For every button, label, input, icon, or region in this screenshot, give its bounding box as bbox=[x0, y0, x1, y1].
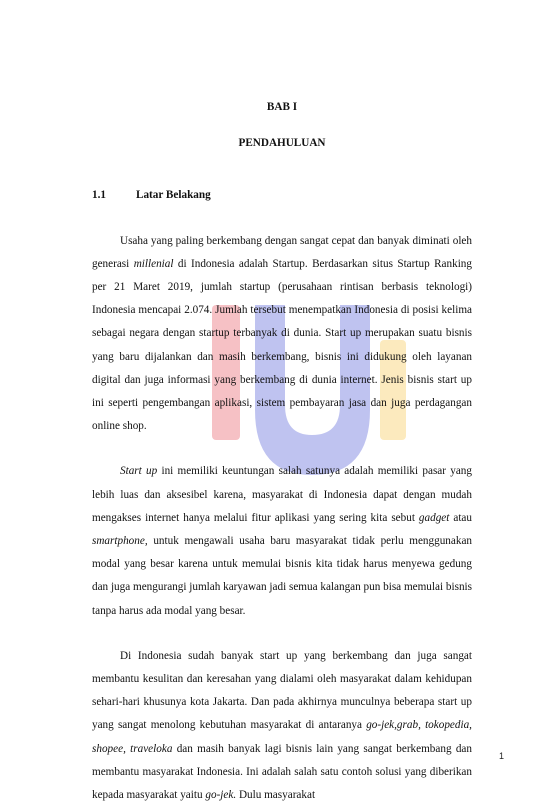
section-heading bbox=[92, 184, 472, 207]
paragraph-2-italic-smartphone: smartphone, bbox=[92, 535, 148, 548]
paragraph-3-italic-startups: go-jek,grab, tokopedia, shopee, traveloka bbox=[92, 719, 472, 755]
paragraph-1-text: Usaha yang paling berkembang dengan sangat cepat dan banyak diminati oleh generasi bbox=[92, 234, 472, 270]
chapter-title: PENDAHULUAN bbox=[238, 137, 326, 150]
paragraph-2-text-or: atau bbox=[449, 511, 472, 524]
paragraph-3-text: Di Indonesia sudah banyak start up yang berkembang dan juga sangat membantu kesulitan dan keresahan yang dialami oleh masyarakat dalam kehidupan sehari-hari khusunya kota Jakarta. Dan pada akhirnya munculnya beberapa start up yang sangat menolong kebutuhan masyarakat di antaranya bbox=[92, 649, 472, 732]
paragraph-2 bbox=[92, 460, 472, 622]
paragraph-2-italic-gadget: gadget bbox=[418, 511, 450, 524]
paragraph-3-italic-gojek: go-jek. bbox=[205, 789, 237, 802]
paragraph-2-italic-term: Start up bbox=[120, 465, 158, 478]
paragraph-1 bbox=[92, 230, 472, 439]
section-number: 1.1 bbox=[92, 189, 106, 202]
document-body bbox=[92, 96, 472, 807]
paragraph-2-text-cont: untuk mengawali usaha baru masyarakat tidak perlu menggunakan modal yang besar karena untuk memulai bisnis kita tidak harus menyewa gedung dan juga mengurangi jumlah karyawan jadi semua kalangan pun bisa memulai bisnis tanpa harus ada modal yang besar. bbox=[92, 535, 472, 617]
paragraph-2-text: ini memiliki keuntungan salah satunya adalah memiliki pasar yang lebih luas dan aksesibel karena, masyarakat di Indonesia dapat dengan mudah mengakses internet hanya melalui fitur aplikasi yang sering kita sebut bbox=[92, 465, 472, 524]
chapter-heading: BAB I bbox=[266, 101, 298, 113]
paragraph-3 bbox=[92, 645, 472, 807]
page-number: 1 bbox=[498, 751, 504, 761]
paragraph-3-text-end: Dulu masyarakat bbox=[236, 789, 316, 802]
paragraph-1-text-cont: di Indonesia adalah Startup. Berdasarkan situs Startup Ranking per 21 Maret 2019, jumlah startup (perusahaan rintisan berbasis teknologi) Indonesia mencapai 2.074. Jumlah tersebut menempatkan Indonesia di posisi kelima sebagai negara dengan startup terbanyak di dunia. Start up merupakan suatu bisnis yang baru dijalankan dan masih berkembang, bisnis ini didukung oleh layanan digital dan juga informasi yang berkembang di dunia internet. Jenis bisnis start up ini seperti pengembangan aplikasi, sistem pembayaran jasa dan juga perdagangan online shop. bbox=[92, 257, 472, 433]
paragraph-1-italic-term: millenial bbox=[133, 257, 174, 270]
paragraph-3-text-cont: dan masih banyak lagi bisnis lain yang sangat berkembang dan membantu masyarakat Indonesia. Ini adalah salah satu contoh solusi yang diberikan kepada masyarakat yaitu bbox=[92, 742, 472, 802]
section-title: Latar Belakang bbox=[136, 189, 211, 202]
